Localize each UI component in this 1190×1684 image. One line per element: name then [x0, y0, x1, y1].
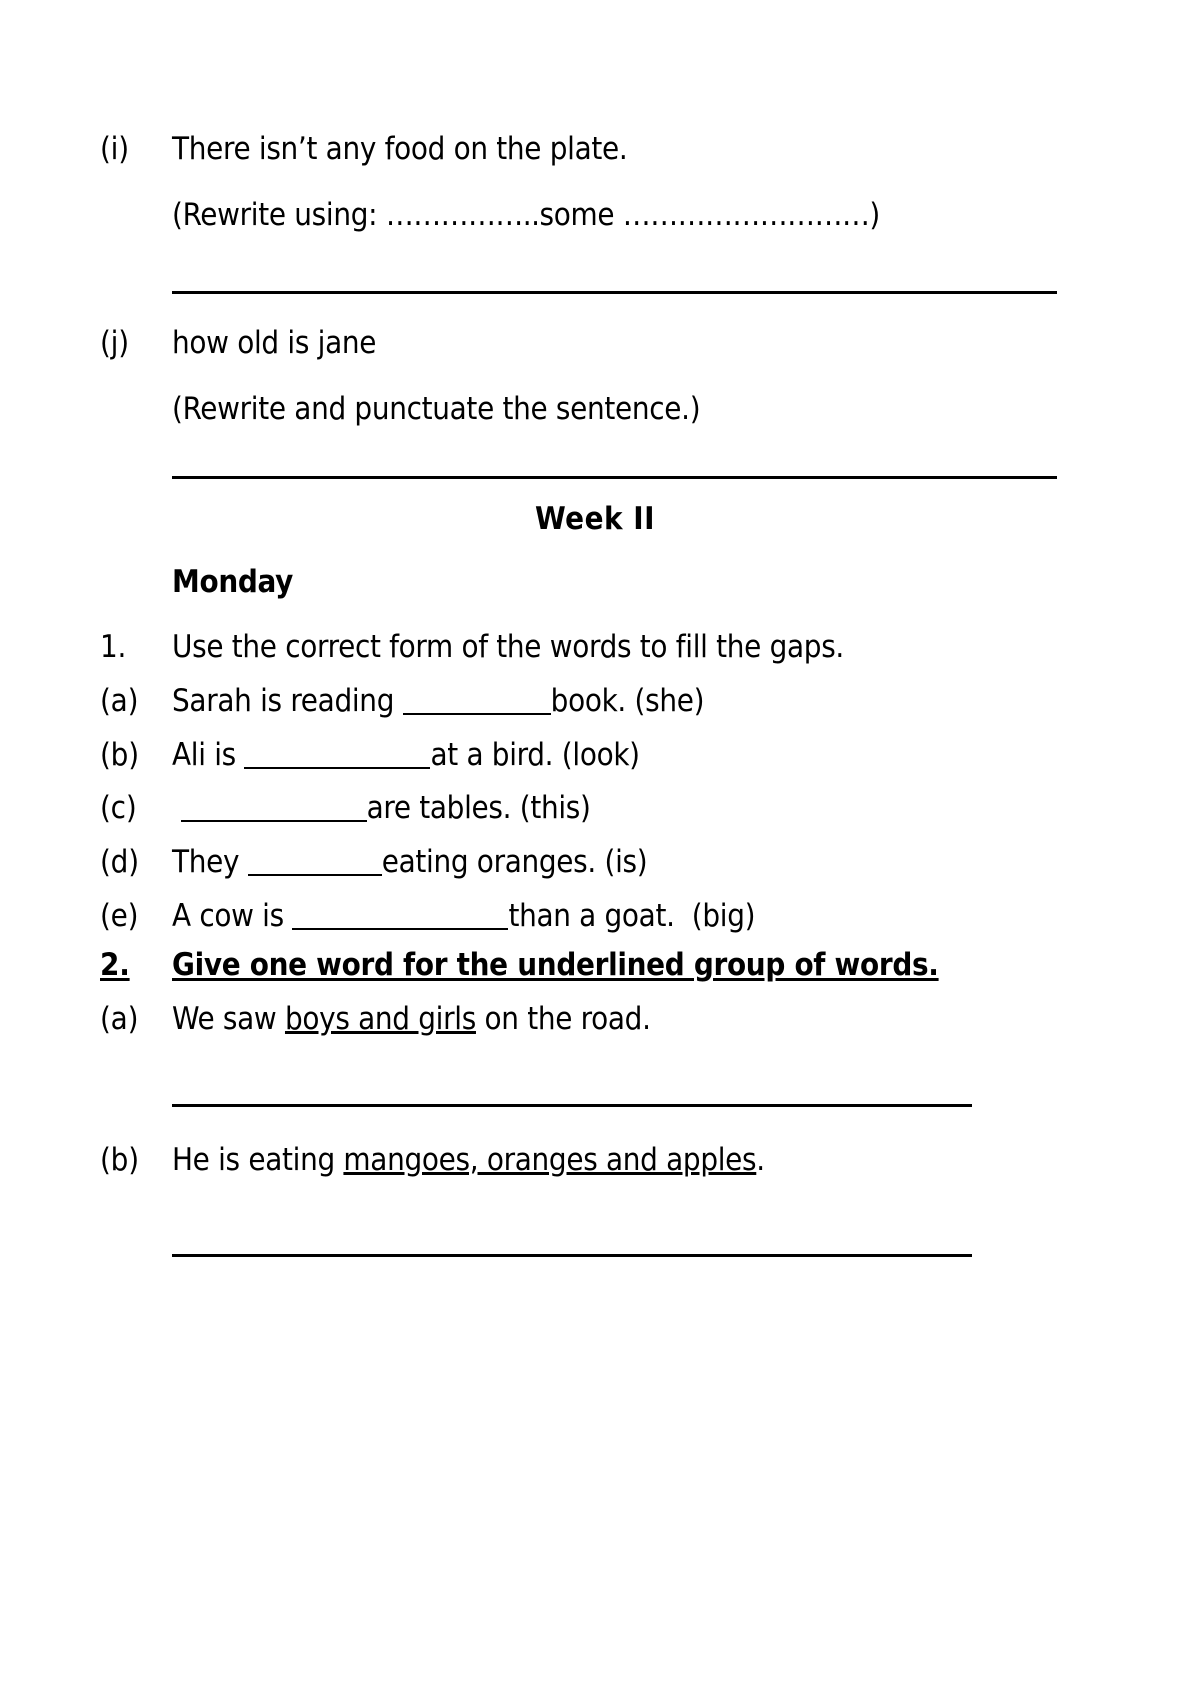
item-text-before: Sarah is reading	[172, 683, 403, 720]
question-1-item-d	[0, 843, 1190, 883]
item-text-after: eating oranges. (is)	[381, 844, 648, 881]
question-1-instruction: Use the correct form of the words to fill the gaps.	[172, 629, 844, 666]
fill-in-blank[interactable]	[181, 800, 367, 822]
fill-in-blank[interactable]	[244, 747, 430, 769]
fill-in-blank[interactable]	[403, 693, 551, 715]
question-1-item-b	[0, 736, 1190, 776]
item-text	[172, 789, 1120, 829]
question-item-i	[0, 130, 1190, 170]
dots-leader-1: ……………..	[385, 196, 540, 233]
question-2-instruction: Give one word for the underlined group of words.	[172, 947, 939, 984]
item-text	[172, 682, 1120, 722]
item-sentence: There isn’t any food on the plate.	[172, 131, 628, 167]
item-text-after: on the road.	[475, 1001, 651, 1038]
dots-leader-2: ………………………	[622, 196, 870, 233]
item-text-before: They	[172, 844, 248, 881]
week-heading: Week II	[535, 500, 655, 537]
item-text	[172, 897, 1120, 937]
item-marker: (b)	[100, 736, 139, 773]
fill-in-blank[interactable]	[292, 908, 508, 930]
question-2-number: 2.	[100, 947, 130, 984]
item-text-after: at a bird. (look)	[430, 736, 640, 773]
item-text-before: Ali is	[172, 736, 245, 773]
day-heading: Monday	[172, 563, 293, 600]
item-marker: (j)	[100, 325, 129, 362]
question-2-item-b	[0, 1141, 1190, 1181]
item-marker: (a)	[100, 1001, 139, 1038]
item-text-before	[172, 790, 181, 826]
rewrite-suffix: )	[869, 196, 880, 233]
answer-rule-2b	[172, 1254, 972, 1257]
underlined-phrase: boys and girls	[284, 1001, 476, 1038]
question-2-item-a	[0, 1000, 1190, 1040]
question-1-item-c	[0, 789, 1190, 829]
item-text-after: .	[756, 1141, 765, 1178]
item-marker: (a)	[100, 683, 139, 720]
item-text-after: than a goat. (big)	[508, 897, 756, 934]
item-marker: (d)	[100, 844, 139, 881]
item-marker: (i)	[100, 131, 129, 167]
fill-in-blank[interactable]	[248, 854, 382, 876]
rewrite-middle: some	[539, 196, 623, 233]
question-2	[0, 946, 1190, 986]
item-text	[172, 736, 1120, 776]
item-text-after: book. (she)	[550, 683, 705, 720]
item-sentence: how old is jane	[172, 325, 377, 362]
item-marker: (c)	[100, 790, 137, 827]
question-item-j	[0, 324, 1190, 364]
question-1-item-a	[0, 682, 1190, 722]
item-text	[172, 1141, 1120, 1181]
item-text-before: A cow is	[172, 897, 293, 934]
item-i-instruction	[0, 196, 1190, 236]
item-j-instruction: (Rewrite and punctuate the sentence.)	[172, 391, 701, 428]
question-1-number: 1.	[100, 629, 127, 666]
underlined-phrase: mangoes, oranges and apples	[343, 1141, 757, 1178]
item-text-before: We saw	[172, 1001, 285, 1038]
rewrite-prefix: (Rewrite using:	[172, 196, 386, 233]
question-1	[0, 628, 1190, 668]
item-text-before: He is eating	[172, 1141, 344, 1178]
item-text	[172, 843, 1120, 883]
item-marker: (e)	[100, 897, 139, 934]
item-text-after: are tables. (this)	[366, 790, 591, 827]
question-1-item-e	[0, 897, 1190, 937]
item-marker: (b)	[100, 1141, 139, 1178]
item-text	[172, 1000, 1120, 1040]
